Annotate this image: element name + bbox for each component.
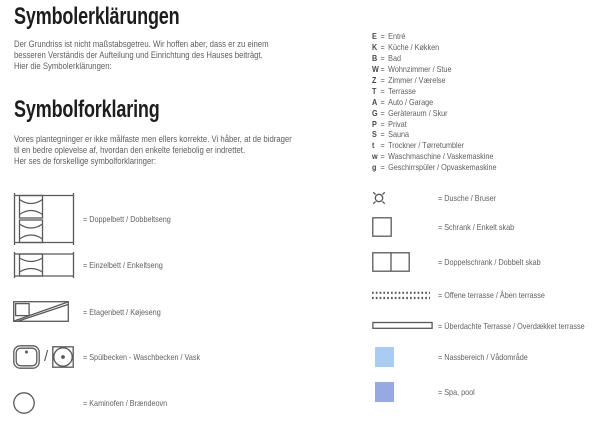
spa-pool-swatch [375,382,394,402]
double-bed-icon [13,193,75,245]
legend-row-bunk-bed [13,301,174,322]
letter-row-kueche: K = Küche / Køkken [372,42,440,53]
single-bed-label: = Einzelbett / Enkeltseng [83,260,163,270]
slash-separator: / [44,348,49,365]
letter-row-sauna: S = Sauna [372,129,410,140]
letter-row-zimmer: Z = Zimmer / Værelse [372,75,446,85]
legend-row-double-bed [13,193,186,245]
intro-danish-line2: til en bedre oplevelse af, hvordan den enkelte feriebolig er indrettet. [14,145,246,156]
room-letter-key [372,31,519,173]
open-terrace-label: = Offene terrasse / Åben terrasse [438,290,545,300]
cabinet-label: = Schrank / Enkelt skab [438,222,515,232]
letter-row-trockner: t = Trockner / Tørretumbler [372,140,465,151]
single-cabinet-icon [372,217,438,237]
wood-stove-label: = Kaminofen / Brændeovn [83,398,168,408]
legend-row-open-terrace [372,289,564,301]
intro-german-line1: Der Grundriss ist nicht maßstabsgetreu. Wir hoffen aber, dass er zu einem [14,39,269,49]
sink-label: = Spülbecken - Waschbecken / Vask [83,351,201,362]
intro-danish-line1: Vores plantegninger er ikke målfaste men ellers korrekte. Vi håber, at de bidrager [14,134,292,144]
letter-row-wohnzimmer: W = Wohnzimmer / Stue [372,64,452,75]
intro-danish [14,134,292,168]
letter-row-privat: P = Privat [372,118,407,129]
letter-row-terrasse: T = Terrasse [372,85,416,96]
single-bed-icon [13,252,75,278]
round-basin-icon [52,346,74,368]
double-cabinet-label: = Doppelschrank / Dobbelt skab [438,257,541,267]
shower-drain-icon [372,191,438,205]
legend-row-wet-area [372,347,544,367]
intro-german [14,39,269,73]
heading-german: Symbolerklärungen [14,3,180,30]
letter-row-geraeteraum: G = Geräteraum / Skur [372,107,448,118]
legend-row-wood-stove [13,392,182,414]
covered-terrace-icon [372,321,438,331]
spa-pool-label: = Spa, pool [438,387,475,397]
sink-icons [13,345,75,369]
letter-row-geschirrspueler: g = Geschirrspüler / Opvaskemaskine [372,162,497,173]
wet-area-swatch [375,347,394,367]
kitchen-sink-icon [13,345,40,369]
legend-row-double-cabinet [372,252,559,272]
bunk-bed-label: = Etagenbett / Køjeseng [83,306,161,317]
letter-row-waschmaschine: w = Waschmaschine / Vaskemaskine [372,151,494,162]
letter-row-bad: B = Bad [372,53,402,64]
wood-stove-icon [13,392,75,414]
legend-row-cabinet [372,217,528,237]
legend-row-spa-pool [372,382,481,402]
wet-area-label: = Nassbereich / Vådområde [438,352,528,362]
legend-row-covered-terrace [372,320,600,332]
intro-danish-line3: Her ses de forskellige symbolforklaringer: [14,156,156,167]
legend-row-sinks [13,344,221,369]
legend-row-shower [372,190,506,206]
bunk-bed-icon [13,301,75,322]
covered-terrace-label: = Überdachte Terrasse / Overdækket terrasse [438,321,585,331]
intro-german-line2: besseren Verständis der Aufteilung und Einrichtung des Hauses beiträgt. [14,50,263,61]
heading-danish: Symbolforklaring [14,96,160,123]
intro-german-line3: Hier die Symbolerklärungen: [14,61,112,72]
double-cabinet-icon [372,252,438,272]
letter-row-entre: E = Entré [372,31,406,42]
dotted-terrace-icon [372,291,438,300]
shower-label: = Dusche / Bruser [438,193,497,203]
letter-row-auto: A = Auto / Garage [372,96,434,107]
double-bed-label: = Doppelbett / Dobbeltseng [83,214,171,224]
legend-row-single-bed [13,252,177,278]
